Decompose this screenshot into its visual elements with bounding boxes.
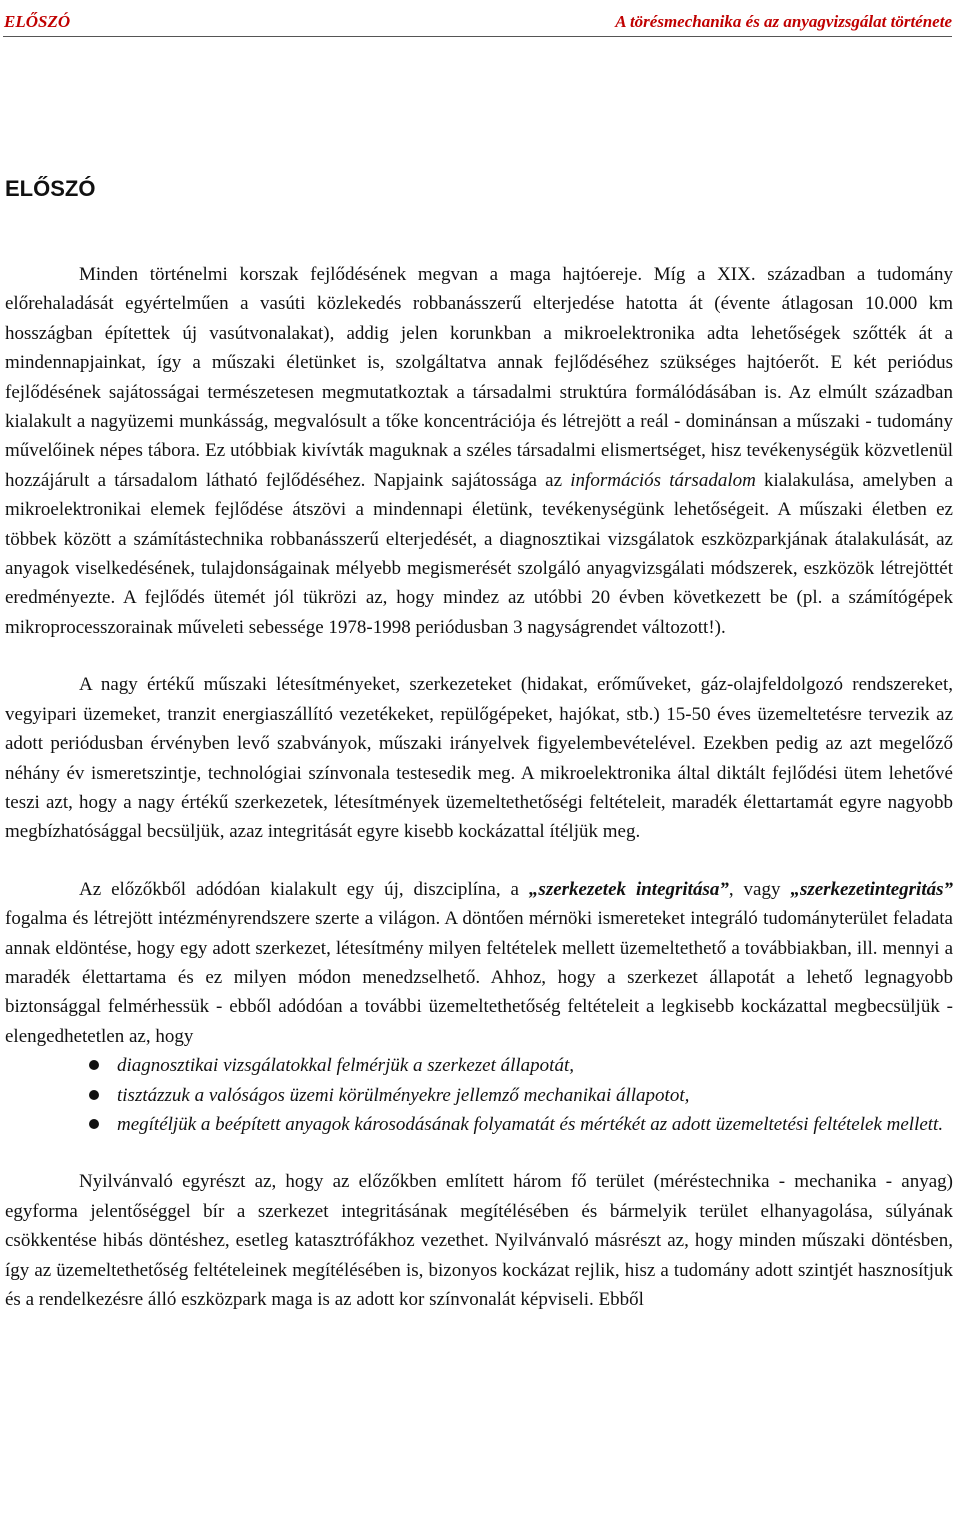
- paragraph-3-text-b: , vagy: [728, 878, 791, 900]
- paragraph-1-text-b: kialakulása, amelyben a mikroelektronikai elemek fejlődése átszövi a mindennapi életünk, tevékenységünk lehetőségeit. A műszaki életben ez többek között a számítástechnika robbanásszerű elterjedését, a diagnosztikai vizsgálatok eszközparkjának átalakulását, az anyagok viselkedésének, tulajdonságainak mélyebb megismerését szolgáló anyagvizsgálati módszerek, eszközök létrejöttét eredményezte. A fejlődés ütemét jól tükrözi az, hogy mindez az utóbbi 20 évben következett be (pl. a számítógépek mikroprocesszorainak műveleti sebessége 1978-1998 periódusban 3 nagyságrendet változott!).: [5, 469, 953, 638]
- bullet-list: [5, 1051, 953, 1139]
- paragraph-1: [5, 260, 953, 642]
- paragraph-2: A nagy értékű műszaki létesítményeket, szerkezeteket (hidakat, erőműveket, gáz-olajfeldolgozó rendszereket, vegyipari üzemeket, tranzit energiaszállító vezetékeket, repülőgépeket, hajókat, stb.) 15-50 éves üzemeltetésre tervezik az adott periódusban érvényben levő szabványok, műszaki irányelvek figyelembevételével. Ezekben pedig az azt megelőző néhány év ismeretszintje, technológiai színvonala testesedik meg. A mikroelektronika által diktált fejlődési ütem lehetővé teszi azt, hogy a nagy értékű szerkezetek, létesítmények üzemeltethetőségi feltételeit, maradék élettartamát egyre nagyobb megbízhatósággal becsüljük, azaz integritását egyre kisebb kockázattal ítéljük meg.: [5, 674, 953, 843]
- bullet-icon: [89, 1090, 99, 1100]
- paragraph-3-text-a: Az előzőkből adódóan kialakult egy új, diszciplína, a: [79, 878, 529, 900]
- bullet-text: tisztázzuk a valóságos üzemi körülményekre jellemző mechanikai állapotot,: [117, 1084, 690, 1106]
- emphasis-structural-integrity: „szerkezetek integritása”: [528, 878, 729, 900]
- paragraph-1-text-a: Minden történelmi korszak fejlődésének megvan a maga hajtóereje. Míg a XIX. században a tudomány előrehaladását egyértelműen a vasúti közlekedés robbanásszerű elterjedése hatotta át (évente átlagosan 10.000 km hosszágban építettek új vasútvonalakat), addig jelen korunkban a mikroelektronika adta lehetőségek szőtték át a mindennapjainkat, így a műszaki életünket is, szolgáltatva annak fejlődéséhez szükséges hajtóerőt. E két periódus fejlődésének sajátosságai természetesen megmutatkoztak a társadalmi struktúra formálódásában is. Az elmúlt században kialakult a nagyüzemi munkásság, megvalósult a tőke koncentrációja és létrejött a reál - dominánsan a műszaki - tudomány művelőinek népes tábora. Ez utóbbiak kivívták maguknak a széles társadalmi elismertséget, hisz tevékenységük közvetlenül hozzájárult a társadalom látható fejlődéséhez. Napjaink sajátossága az: [5, 264, 953, 491]
- paragraph-4: Nyilvánvaló egyrészt az, hogy az előzőkben említett három fő terület (méréstechnika - mechanika - anyag) egyforma jelentőséggel bír a szerkezet integritásának megítélésében és bármelyik terület elhanyagolása, súlyának csökkentése hibás döntéshez, esetleg katasztrófákhoz vezethet. Nyilvánvaló másrészt az, hogy minden műszaki döntésben, így az üzemeltethetőség feltételeinek megítélésében is, bizonyos kockázat rejlik, hisz a tudomány adott szintjét hasznosítjuk és a rendelkezésre álló eszközpark maga is az adott kor színvonalát képviseli. Ebből: [5, 1171, 953, 1310]
- document-body: [5, 260, 953, 1314]
- page-title: ELŐSZÓ: [5, 176, 96, 201]
- bullet-icon: [89, 1119, 99, 1129]
- bullet-item: [5, 1081, 953, 1110]
- header-section-title: ELŐSZÓ: [4, 12, 71, 31]
- running-header: [4, 2, 952, 32]
- bullet-icon: [89, 1060, 99, 1070]
- bullet-item: [5, 1110, 953, 1139]
- header-book-title: A törésmechanika és az anyagvizsgálat története: [615, 12, 952, 31]
- paragraph-3: [5, 875, 953, 1051]
- bullet-text: megítéljük a beépített anyagok károsodásának folyamatát és mértékét az adott üzemeltetési feltételek mellett.: [117, 1113, 944, 1135]
- header-divider: [3, 36, 952, 37]
- bullet-item: [5, 1051, 953, 1080]
- emphasis-information-society: információs társadalom: [570, 469, 756, 491]
- paragraph-3-text-c: fogalma és létrejött intézményrendszere szerte a világon. A döntően mérnöki ismereteket integráló tudományterület feladata annak eldöntése, hogy egy adott szerkezet, létesítmény milyen feltételek mellett üzemeltethető a továbbiakban, ill. mennyi a maradék élettartama és ez milyen módon menedzselhető. Ahhoz, hogy a szerkezet állapotát a lehető legnagyobb biztonsággal felmérhessük - ebből adódóan a további üzemeltethetőség feltételeit a legkisebb kockázattal megbecsüljük - elengedhetetlen az, hogy: [5, 908, 953, 1047]
- emphasis-structure-integrity: „szerkezetintegritás”: [790, 878, 953, 900]
- bullet-text: diagnosztikai vizsgálatokkal felmérjük a szerkezet állapotát,: [117, 1055, 574, 1077]
